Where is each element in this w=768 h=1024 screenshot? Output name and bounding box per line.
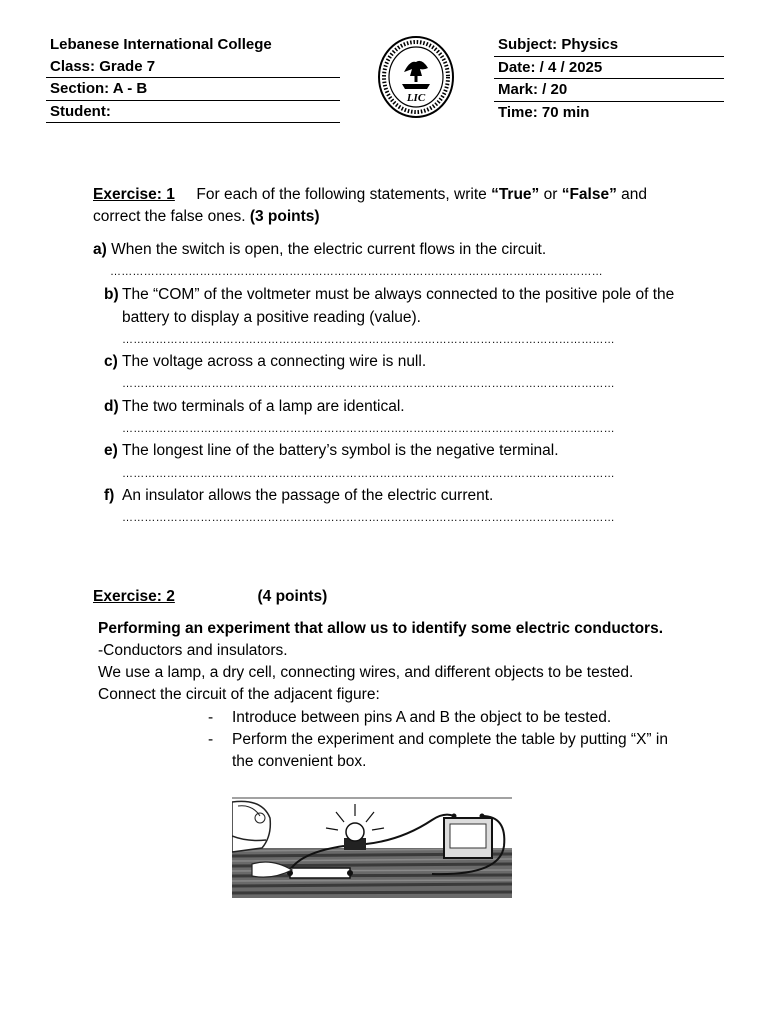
header-right-block xyxy=(494,34,724,123)
subject-field: Subject: Physics xyxy=(494,34,724,57)
exercise2-line3: Connect the circuit of the adjacent figure: xyxy=(98,686,380,703)
mark-field: Mark: / 20 xyxy=(494,79,724,102)
bullet-dash: - xyxy=(208,709,214,726)
answer-line-d[interactable]: …………………………………………………………………………………………………………………… xyxy=(122,423,615,435)
or-word: or xyxy=(539,186,562,203)
logo-text: LIC xyxy=(406,92,426,104)
question-text: The “COM” of the voltmeter must be always connected to the positive pole of the battery to display a positive reading (value). xyxy=(122,286,675,326)
bullet-text: Perform the experiment and complete the table by putting “X” in the convenient box. xyxy=(232,731,668,771)
student-field: Student: xyxy=(46,101,340,124)
answer-line-c[interactable]: …………………………………………………………………………………………………………………… xyxy=(122,378,615,390)
date-field: Date: / 4 / 2025 xyxy=(494,57,724,80)
answer-line-f[interactable]: …………………………………………………………………………………………………………………… xyxy=(122,512,615,524)
question-text: An insulator allows the passage of the electric current. xyxy=(122,487,494,504)
question-e xyxy=(104,440,684,463)
question-label: a) xyxy=(93,241,107,258)
exercise1-points: (3 points) xyxy=(249,208,320,225)
question-d xyxy=(104,396,684,419)
exercise2-header xyxy=(93,587,327,607)
question-text: The voltage across a connecting wire is null. xyxy=(122,353,427,370)
question-text: The longest line of the battery’s symbol is the negative terminal. xyxy=(122,442,559,459)
exercise2-heading: Performing an experiment that allow us to identify some electric conductors. xyxy=(98,620,664,637)
bullet-dash: - xyxy=(208,731,214,748)
answer-line-b[interactable]: …………………………………………………………………………………………………………………… xyxy=(122,334,615,346)
school-logo xyxy=(376,34,456,120)
question-label: c) xyxy=(104,353,118,370)
header-left-block xyxy=(46,34,340,123)
question-text: The two terminals of a lamp are identical. xyxy=(122,398,405,415)
instruction-bullet xyxy=(208,707,678,729)
question-label: e) xyxy=(104,442,118,459)
answer-line-a[interactable]: …………………………………………………………………………………………………………………… xyxy=(110,266,603,278)
time-field: Time: 70 min xyxy=(498,103,590,121)
bullet-text: Introduce between pins A and B the object to be tested. xyxy=(232,709,612,726)
question-label: d) xyxy=(104,398,119,415)
question-f xyxy=(104,485,684,508)
exercise2-line1: -Conductors and insulators. xyxy=(98,642,288,659)
question-a xyxy=(93,239,683,262)
answer-line-e[interactable]: …………………………………………………………………………………………………………………… xyxy=(122,468,615,480)
section-field: Section: A - B xyxy=(46,78,340,101)
instruction-bullet xyxy=(208,729,678,774)
battery-icon xyxy=(444,814,492,859)
experiment-figure xyxy=(232,796,512,898)
exercise2-title: Exercise: 2 xyxy=(93,588,175,605)
exercise1-intro-a: For each of the following statements, write xyxy=(196,186,492,203)
school-name: Lebanese International College xyxy=(50,36,272,53)
question-text: When the switch is open, the electric current flows in the circuit. xyxy=(111,241,547,258)
exercise1-instructions xyxy=(93,184,683,228)
exercise2-points: (4 points) xyxy=(257,588,328,605)
exercise1-title: Exercise: 1 xyxy=(93,186,175,203)
class-field: Class: Grade 7 xyxy=(46,56,340,79)
question-label: f) xyxy=(104,487,115,504)
exercise1-intro-b: and correct the false ones. xyxy=(93,186,648,225)
exercise2-line2: We use a lamp, a dry cell, connecting wires, and different objects to be tested. xyxy=(98,664,634,681)
false-word: “False” xyxy=(561,186,617,203)
question-c xyxy=(104,351,684,374)
question-b xyxy=(104,284,684,329)
question-label: b) xyxy=(104,286,119,303)
true-word: “True” xyxy=(491,186,540,203)
